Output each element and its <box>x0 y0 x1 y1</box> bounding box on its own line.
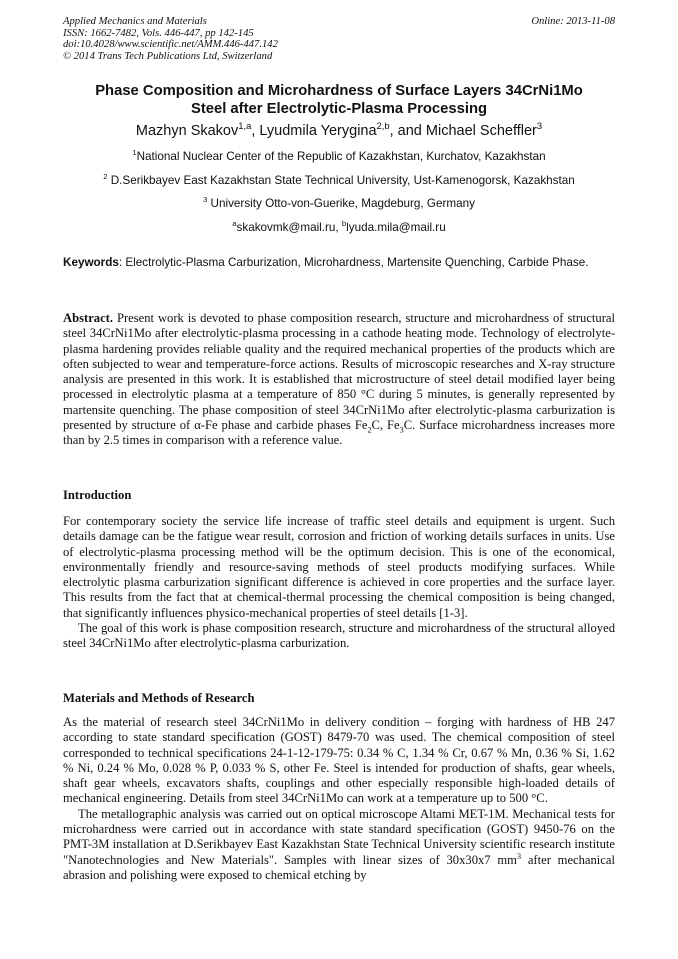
methods-body <box>63 715 615 883</box>
author-name: Mazhyn Skakov <box>135 123 239 139</box>
section-heading-methods: Materials and Methods of Research <box>63 691 255 705</box>
affiliation-2 <box>40 174 638 187</box>
abstract <box>63 311 615 449</box>
section-heading-introduction: Introduction <box>63 488 132 502</box>
keywords-text: : Electrolytic-Plasma Carburization, Microhardness, Martensite Quenching, Carbide Phase. <box>118 256 589 269</box>
author-sup: 1,a <box>238 120 252 132</box>
abstract-text: Present work is devoted to phase composition research, structure and microhardness of structural steel 34CrNi1Mo after electrolytic-plasma processing in a cathode heating mode. Technology of electrolyte-plasma hardening provides reliable quality and the required mechanical properties of the products which are often subjected to wear and temperature-force actions. Results of microscopic researches and X-ray structure analysis are presented in this work. It is established that microstructure of steel detail modified layer being processed in electrolytic plasma at a temperature of 850 °C during 5 minutes, is generally represented by martensite quenching. The phase composition of steel 34CrNi1Mo after electrolytic-plasma carburization is presented by structure of α-Fe phase and carbide phases Fe <box>63 311 615 433</box>
doi-line: doi:10.4028/www.scientific.net/AMM.446-447.142 <box>63 39 278 50</box>
abstract-text: C, Fe <box>371 418 400 433</box>
online-date: Online: 2013-11-08 <box>531 16 615 27</box>
paragraph <box>63 807 615 883</box>
title-line-2: Steel after Electrolytic-Plasma Processing <box>190 101 488 117</box>
email-sep: , <box>335 221 342 234</box>
paragraph: For contemporary society the service life increase of traffic steel details and equipment is urgent. Such details damage can be the fatigue wear result, corrosion and friction of working details surfaces in units. Use of electrolytic-plasma processing method will be the optimum decision. This is one of the economical, environmentally friendly and resource-saving methods of steel products modifying surfaces. While electrolytic plasma carburization significant difference is achieved in core properties and the surface layer. This results from the fact that at chemical-thermal processing the chemical composition is being changed, that significantly influences physico-mechanical properties of steel details [1-3]. <box>63 514 615 620</box>
introduction-body <box>63 514 615 652</box>
issn-line: ISSN: 1662-7482, Vols. 446-447, pp 142-145 <box>63 27 254 39</box>
paper-title <box>63 82 615 118</box>
abstract-label: Abstract. <box>63 311 114 325</box>
affiliation-number: 1 <box>132 148 137 158</box>
title-line-1: Phase Composition and Microhardness of Surface Layers 34CrNi1Mo <box>95 83 583 99</box>
copyright-line: © 2014 Trans Tech Publications Ltd, Switzerland <box>63 50 273 62</box>
affiliation-3 <box>40 197 638 210</box>
author-emails <box>40 221 638 234</box>
running-header <box>63 16 615 62</box>
keywords-label: Keywords <box>63 256 119 269</box>
author-sup: 2,b <box>376 120 390 132</box>
paragraph-text: The metallographic analysis was carried out on optical microscope Altami MET-1M. Mechanical tests for microhardness were carried out in accordance with state standard specification (GOST) 9450-76 on the PMT-3M installation at D.Serikbayev East Kazakhstan State Technical University scientific research institute "Nanotechnologies and New Materials". Samples with linear sizes of 30x30x7 mm <box>63 806 615 867</box>
abstract-text: C. Surface microhardness increases more than by 2.5 times in comparison with a reference value. <box>63 418 615 448</box>
author-sep: , and <box>389 123 426 139</box>
author-list <box>63 120 615 139</box>
author-name: Lyudmila Yerygina <box>259 123 377 139</box>
affiliation-text: National Nuclear Center of the Republic of Kazakhstan, Kurchatov, Kazakhstan <box>136 150 546 163</box>
email-sup: a <box>232 219 237 229</box>
keywords <box>63 254 615 271</box>
paragraph: As the material of research steel 34CrNi1Mo in delivery condition – forging with hardness of HB 247 according to state standard specification (GOST) 8479-70 was used. The chemical composition of steel corresponded to technical specifications 24-1-12-179-75: 0.34 % C, 1.34 % Cr, 0.67 % Mn, 0.36 % Si, 1.62 % Ni, 0.24 % Mo, 0.028 % P, 0.033 % S, other Fe. Steel is intended for production of shafts, gear wheels, shaft gear wheels, excavators shafts, couplings and other especially responsible high-loaded details of mechanical engineering. Details from steel 34CrNi1Mo can work at a temperature up to 500 °C. <box>63 715 615 806</box>
affiliation-number: 3 <box>203 195 208 205</box>
affiliation-1 <box>40 150 638 163</box>
superscript: 3 <box>516 851 522 861</box>
author-name: Michael Scheffler <box>425 123 537 139</box>
affiliation-text: D.Serikbayev East Kazakhstan State Technical University, Ust-Kamenogorsk, Kazakhstan <box>110 174 575 187</box>
subscript: 2 <box>367 425 372 435</box>
author-sup: 3 <box>536 120 543 132</box>
subscript: 3 <box>399 425 404 435</box>
paragraph-text: after mechanical abrasion and polishing were exposed to chemical etching by <box>63 852 615 882</box>
affiliation-number: 2 <box>103 172 108 182</box>
email-a: skakovmk@mail.ru <box>236 221 336 234</box>
author-sep: , <box>251 123 260 139</box>
journal-name: Applied Mechanics and Materials <box>63 16 207 27</box>
affiliation-text: University Otto-von-Guerike, Magdeburg, Germany <box>210 197 475 210</box>
email-sup: b <box>341 219 347 229</box>
email-b: lyuda.mila@mail.ru <box>346 221 446 234</box>
paragraph: The goal of this work is phase composition research, structure and microhardness of the structural alloyed steel 34CrNi1Mo after electrolytic-plasma carburization. <box>63 621 615 651</box>
